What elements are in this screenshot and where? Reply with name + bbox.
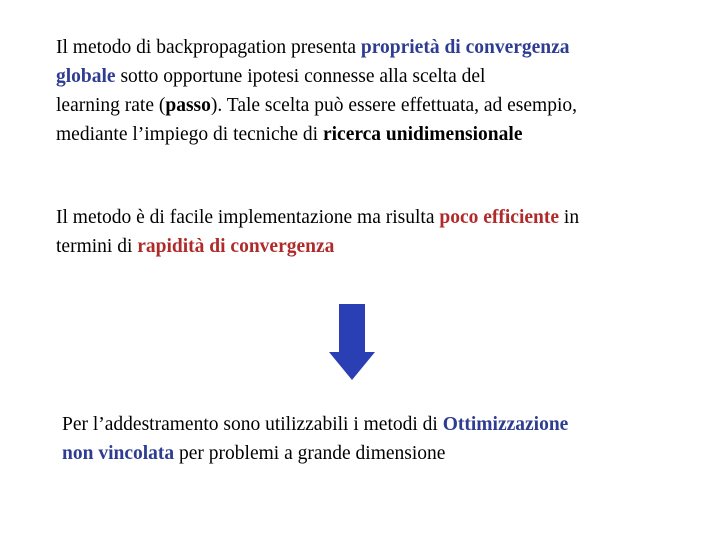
text-line bbox=[62, 439, 568, 468]
text: ). Tale scelta può essere effettuata, ad esempio, bbox=[210, 95, 577, 116]
text: mediante l’impiego di tecniche di bbox=[56, 124, 323, 145]
text: Per l’addestramento sono utilizzabili i metodi di bbox=[62, 414, 443, 435]
highlight-convergence-speed: rapidità di convergenza bbox=[137, 236, 335, 257]
highlight-unconstrained: non vincolata bbox=[62, 443, 175, 464]
text: learning rate ( bbox=[56, 95, 166, 116]
paragraph-efficiency bbox=[56, 203, 579, 261]
highlight-global-convergence: proprietà di convergenza bbox=[360, 37, 570, 58]
text-line bbox=[56, 120, 577, 149]
text: sotto opportune ipotesi connesse alla scelta del bbox=[115, 66, 486, 87]
text-line bbox=[56, 91, 577, 120]
text-line bbox=[62, 410, 568, 439]
text: Il metodo è di facile implementazione ma risulta bbox=[56, 207, 440, 228]
highlight-optimization: Ottimizzazione bbox=[442, 414, 569, 435]
bold-line-search: ricerca unidimensionale bbox=[322, 124, 523, 145]
text-line bbox=[56, 203, 579, 232]
text-line bbox=[56, 62, 577, 91]
paragraph-backpropagation-convergence bbox=[56, 33, 577, 149]
text-line bbox=[56, 232, 579, 261]
text: per problemi a grande dimensione bbox=[174, 443, 446, 464]
highlight-global: globale bbox=[56, 66, 116, 87]
text: termini di bbox=[56, 236, 138, 257]
text-line bbox=[56, 33, 577, 62]
highlight-inefficient: poco efficiente bbox=[439, 207, 560, 228]
down-arrow-icon bbox=[329, 304, 375, 380]
text: in bbox=[559, 207, 580, 228]
paragraph-unconstrained-optimization bbox=[62, 410, 568, 468]
bold-passo: passo bbox=[165, 95, 211, 116]
text: Il metodo di backpropagation presenta bbox=[56, 37, 361, 58]
